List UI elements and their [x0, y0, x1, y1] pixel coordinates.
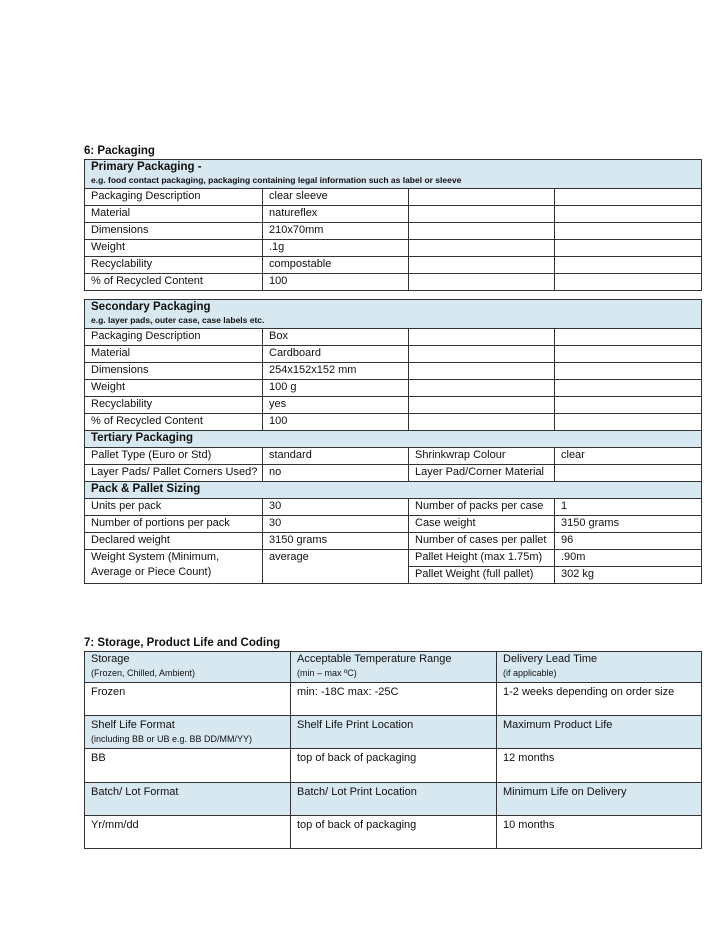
table-row — [85, 363, 702, 380]
row-value: .1g — [263, 240, 409, 257]
empty-cell — [555, 223, 702, 240]
row-value: 30 — [263, 499, 409, 516]
table-row — [85, 189, 702, 206]
row-value: 96 — [555, 533, 702, 550]
row-label: Dimensions — [85, 223, 263, 240]
row-value: 30 — [263, 516, 409, 533]
empty-cell — [409, 346, 555, 363]
empty-cell — [409, 274, 555, 291]
empty-cell — [409, 380, 555, 397]
empty-cell — [555, 206, 702, 223]
weight-system-value: average — [263, 550, 409, 584]
pack-pallet-header — [85, 482, 702, 499]
row-label: Declared weight — [85, 533, 263, 550]
row-label: Pallet Type (Euro or Std) — [85, 448, 263, 465]
row-value: natureflex — [263, 206, 409, 223]
packaging-table — [84, 159, 702, 584]
row-label: Units per pack — [85, 499, 263, 516]
tertiary-packaging-header — [85, 431, 702, 448]
primary-packaging-header — [85, 160, 702, 189]
empty-cell — [555, 329, 702, 346]
table-row — [85, 533, 702, 550]
row-label: Number of portions per pack — [85, 516, 263, 533]
row-label: Material — [85, 206, 263, 223]
row-value: 254x152x152 mm — [263, 363, 409, 380]
storage-label: Storage — [91, 653, 130, 665]
empty-cell — [409, 257, 555, 274]
row-label: Weight — [85, 240, 263, 257]
table-row — [85, 206, 702, 223]
row-value: 100 — [263, 414, 409, 431]
empty-cell — [409, 329, 555, 346]
primary-packaging-title: Primary Packaging - — [91, 161, 202, 173]
row-label: Recyclability — [85, 257, 263, 274]
pallet-height-value: .90m — [555, 550, 702, 567]
secondary-packaging-header — [85, 300, 702, 329]
table-row — [85, 550, 702, 567]
row-label: Number of cases per pallet — [409, 533, 555, 550]
lead-time-label: Delivery Lead Time — [503, 653, 598, 665]
table-row — [85, 516, 702, 533]
row-value: standard — [263, 448, 409, 465]
row-label: Packaging Description — [85, 329, 263, 346]
pallet-weight-label: Pallet Weight (full pallet) — [409, 567, 555, 584]
table-row — [85, 329, 702, 346]
primary-packaging-subtitle: e.g. food contact packaging, packaging containing legal information such as label or sleeve — [91, 175, 462, 185]
lead-time-sub: (if applicable) — [503, 668, 557, 678]
row-label: Layer Pads/ Pallet Corners Used? — [85, 465, 263, 482]
secondary-packaging-subtitle: e.g. layer pads, outer case, case labels etc. — [91, 315, 265, 325]
pack-pallet-title: Pack & Pallet Sizing — [91, 483, 201, 495]
row-label: Weight — [85, 380, 263, 397]
row-label: Material — [85, 346, 263, 363]
row-value: Cardboard — [263, 346, 409, 363]
row-label: % of Recycled Content — [85, 274, 263, 291]
table-row — [85, 240, 702, 257]
row-label: Number of packs per case — [409, 499, 555, 516]
table-row — [85, 346, 702, 363]
row-value: yes — [263, 397, 409, 414]
row-value: 100 — [263, 274, 409, 291]
pallet-height-label: Pallet Height (max 1.75m) — [409, 550, 555, 567]
row-value: Box — [263, 329, 409, 346]
row-value: 210x70mm — [263, 223, 409, 240]
pack-pallet-rows — [85, 499, 702, 550]
row-label: Packaging Description — [85, 189, 263, 206]
row-label: Dimensions — [85, 363, 263, 380]
shelf-location-label: Shelf Life Print Location — [291, 716, 497, 749]
table-row — [85, 223, 702, 240]
batch-value-row — [85, 816, 702, 849]
shelf-format-sub: (including BB or UB e.g. BB DD/MM/YY) — [91, 734, 253, 744]
secondary-packaging-title: Secondary Packaging — [91, 301, 211, 313]
empty-cell — [409, 397, 555, 414]
empty-cell — [409, 363, 555, 380]
empty-cell — [409, 189, 555, 206]
row-value: no — [263, 465, 409, 482]
section-6-title: 6: Packaging — [84, 145, 155, 157]
row-label: Case weight — [409, 516, 555, 533]
empty-cell — [555, 240, 702, 257]
table-row — [85, 465, 702, 482]
temp-range-label: Acceptable Temperature Range — [297, 653, 452, 665]
row-label: Shrinkwrap Colour — [409, 448, 555, 465]
table-row — [85, 397, 702, 414]
empty-cell — [555, 380, 702, 397]
table-row — [85, 448, 702, 465]
storage-value-row — [85, 683, 702, 716]
min-life-value: 10 months — [497, 816, 702, 849]
table-row — [85, 274, 702, 291]
lead-time-value: 1-2 weeks depending on order size — [497, 683, 702, 716]
empty-cell — [555, 189, 702, 206]
batch-header-row — [85, 783, 702, 816]
weight-system-label-cell — [85, 550, 263, 584]
max-life-label: Maximum Product Life — [497, 716, 702, 749]
section-7-title: 7: Storage, Product Life and Coding — [84, 637, 281, 649]
tertiary-packaging-rows — [85, 448, 702, 482]
tertiary-packaging-title: Tertiary Packaging — [91, 432, 194, 444]
empty-cell — [409, 414, 555, 431]
max-life-value: 12 months — [497, 749, 702, 783]
row-value — [555, 465, 702, 482]
weight-system-label-line1: Weight System (Minimum, — [91, 551, 220, 563]
shelf-life-header-row — [85, 716, 702, 749]
spacer-row — [85, 291, 702, 300]
row-label: % of Recycled Content — [85, 414, 263, 431]
shelf-location-value: top of back of packaging — [291, 749, 497, 783]
row-label: Recyclability — [85, 397, 263, 414]
table-row — [85, 499, 702, 516]
batch-format-value: Yr/mm/dd — [85, 816, 291, 849]
empty-cell — [409, 240, 555, 257]
shelf-format-value: BB — [85, 749, 291, 783]
storage-header-row — [85, 652, 702, 683]
row-label: Layer Pad/Corner Material — [409, 465, 555, 482]
row-value: 3150 grams — [555, 516, 702, 533]
row-value: compostable — [263, 257, 409, 274]
batch-location-label: Batch/ Lot Print Location — [291, 783, 497, 816]
storage-value: Frozen — [85, 683, 291, 716]
empty-cell — [555, 274, 702, 291]
row-value: 1 — [555, 499, 702, 516]
row-value: clear sleeve — [263, 189, 409, 206]
shelf-life-value-row — [85, 749, 702, 783]
empty-cell — [555, 257, 702, 274]
weight-system-label-line2: Average or Piece Count) — [91, 566, 212, 578]
row-value: 3150 grams — [263, 533, 409, 550]
row-value: clear — [555, 448, 702, 465]
empty-cell — [409, 206, 555, 223]
empty-cell — [555, 346, 702, 363]
temp-range-value: min: -18C max: -25C — [291, 683, 497, 716]
row-value: 100 g — [263, 380, 409, 397]
empty-cell — [555, 363, 702, 380]
empty-cell — [409, 223, 555, 240]
pallet-weight-value: 302 kg — [555, 567, 702, 584]
storage-sub: (Frozen, Chilled, Ambient) — [91, 668, 196, 678]
storage-table — [84, 651, 702, 849]
table-row — [85, 380, 702, 397]
secondary-packaging-rows — [85, 329, 702, 431]
table-row — [85, 257, 702, 274]
table-row — [85, 414, 702, 431]
empty-cell — [555, 414, 702, 431]
empty-cell — [555, 397, 702, 414]
min-life-label: Minimum Life on Delivery — [497, 783, 702, 816]
temp-range-sub: (min – max ºC) — [297, 668, 357, 678]
batch-format-label: Batch/ Lot Format — [85, 783, 291, 816]
primary-packaging-rows — [85, 189, 702, 291]
shelf-format-label: Shelf Life Format — [91, 719, 175, 731]
batch-location-value: top of back of packaging — [291, 816, 497, 849]
